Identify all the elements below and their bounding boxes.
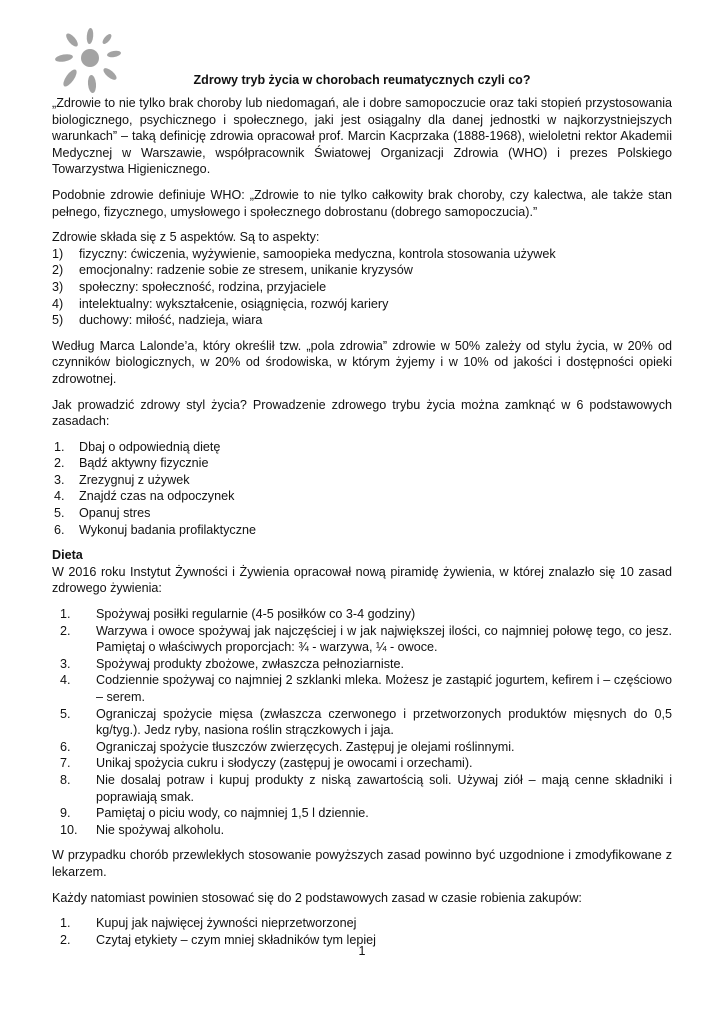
list-item: 4. Codziennie spożywaj co najmniej 2 szklanki mleka. Możesz je zastąpić jogurtem, kefirem i – częściowo – serem. (60, 673, 672, 704)
list-item: 1. Spożywaj posiłki regularnie (4-5 posiłków co 3-4 godziny) (60, 607, 416, 622)
list-item: 2. Bądź aktywny fizycznie (54, 456, 209, 471)
list-item: 2. Czytaj etykiety – czym mniej składników tym lepiej (60, 932, 376, 947)
page-number: 1 (358, 944, 366, 958)
list-item: 7. Unikaj spożycia cukru i słodyczy (zastępuj je owocami i orzechami). (60, 756, 473, 771)
list-item: 6. Ograniczaj spożycie tłuszczów zwierzęcych. Zastępuj je olejami roślinnymi. (60, 739, 515, 754)
aspects-list (52, 246, 672, 329)
paragraph-definition: „Zdrowie to nie tylko brak choroby lub niedomagań, ale i dobre samopoczucie oraz taki stopień przystosowania biologicznego, psychicznego i społecznego, jaki jest osiągalny dla danej jednostki w najkorzystniejszych warunkach” – taką definicję zdrowia opracował prof. Marcin Kacprzaka (1888-1968), wieloletni rektor Akademii Medycznej w Warszawie, współpracownik Światowej Organizacji Zdrowia (WHO) i prezes Polskiego Towarzystwa Higienicznego. (52, 96, 672, 177)
list-item: 4) intelektualny: wykształcenie, osiągnięcia, rozwój kariery (52, 296, 389, 311)
list-item: 2) emocjonalny: radzenie sobie ze stresem, unikanie kryzysów (52, 263, 413, 278)
list-item: 3. Zrezygnuj z używek (54, 472, 190, 487)
list-item: 5. Ograniczaj spożycie mięsa (zwłaszcza czerwonego i przetworzonych produktów mięsnych do 0,5 kg/tyg.). Jedz ryby, nasiona roślin strączkowych i jaja. (60, 706, 672, 738)
paragraph-shopping-intro: Każdy natomiast powinien stosować się do 2 podstawowych zasad w czasie robienia zakupów: (52, 890, 582, 905)
document-body (52, 95, 672, 957)
list-item: 1. Dbaj o odpowiednią dietę (54, 439, 221, 454)
list-item: 6. Wykonuj badania profilaktyczne (54, 522, 256, 537)
aspects-intro: Zdrowie składa się z 5 aspektów. Są to aspekty: (52, 230, 320, 245)
list-item: 10. Nie spożywaj alkoholu. (60, 822, 225, 837)
list-item: 2. Warzywa i owoce spożywaj jak najczęściej i w jak największej ilości, co najmniej połowę tego, co jesz. Pamiętaj o właściwych proporcjach: ¾ - warzywa, ¼ - owoce. (60, 623, 672, 655)
paragraph-chronic: W przypadku chorób przewlekłych stosowanie powyższych zasad powinno być uzgodnione i zmodyfikowane z lekarzem. (52, 848, 672, 879)
paragraph-lalonde: Według Marca Lalonde’a, który określił tzw. „pola zdrowia” zdrowie w 50% zależy od stylu życia, w 20% od czynników biologicznych, w 20% od środowiska, w którym żyjemy i w 10% od jakości i dostępności opieki zdrowotnej. (52, 338, 672, 386)
list-item: 4. Znajdź czas na odpoczynek (54, 489, 235, 504)
list-item: 5. Opanuj stres (54, 506, 151, 521)
paragraph-diet-intro: W 2016 roku Instytut Żywności i Żywienia opracował nową piramidę żywienia, w której znalazło się 10 zasad zdrowego żywienia: (52, 564, 672, 596)
list-item: 1. Kupuj jak najwięcej żywności nieprzetworzonej (60, 916, 357, 931)
page-title: Zdrowy tryb życia w chorobach reumatycznych czyli co? (193, 73, 531, 87)
paragraph-rules-intro: Jak prowadzić zdrowy styl życia? Prowadzenie zdrowego trybu życia można zamknąć w 6 podstawowych zasadach: (52, 397, 672, 429)
list-item: 3) społeczny: społeczność, rodzina, przyjaciele (52, 279, 327, 294)
section-heading-diet: Dieta (52, 548, 83, 563)
paragraph-who: Podobnie zdrowie definiuje WHO: „Zdrowie to nie tylko całkowity brak choroby, czy kalectwa, ale także stan pełnego, fizycznego, umysłowego i społecznego dobrostanu (dobrego samopoczucia).” (52, 187, 672, 219)
rules-list (52, 439, 672, 539)
list-item: 3. Spożywaj produkty zbożowe, zwłaszcza pełnoziarniste. (60, 656, 404, 671)
list-item: 1) fizyczny: ćwiczenia, wyżywienie, samoopieka medyczna, kontrola stosowania używek (52, 246, 556, 261)
list-item: 5) duchowy: miłość, nadzieja, wiara (52, 313, 263, 328)
list-item: 8. Nie dosalaj potraw i kupuj produkty z niską zawartością soli. Używaj ziół – mają cenne składniki i poprawiają smak. (60, 772, 672, 804)
list-item: 9. Pamiętaj o piciu wody, co najmniej 1,5 l dziennie. (60, 806, 369, 821)
diet-rules-list (52, 606, 672, 838)
